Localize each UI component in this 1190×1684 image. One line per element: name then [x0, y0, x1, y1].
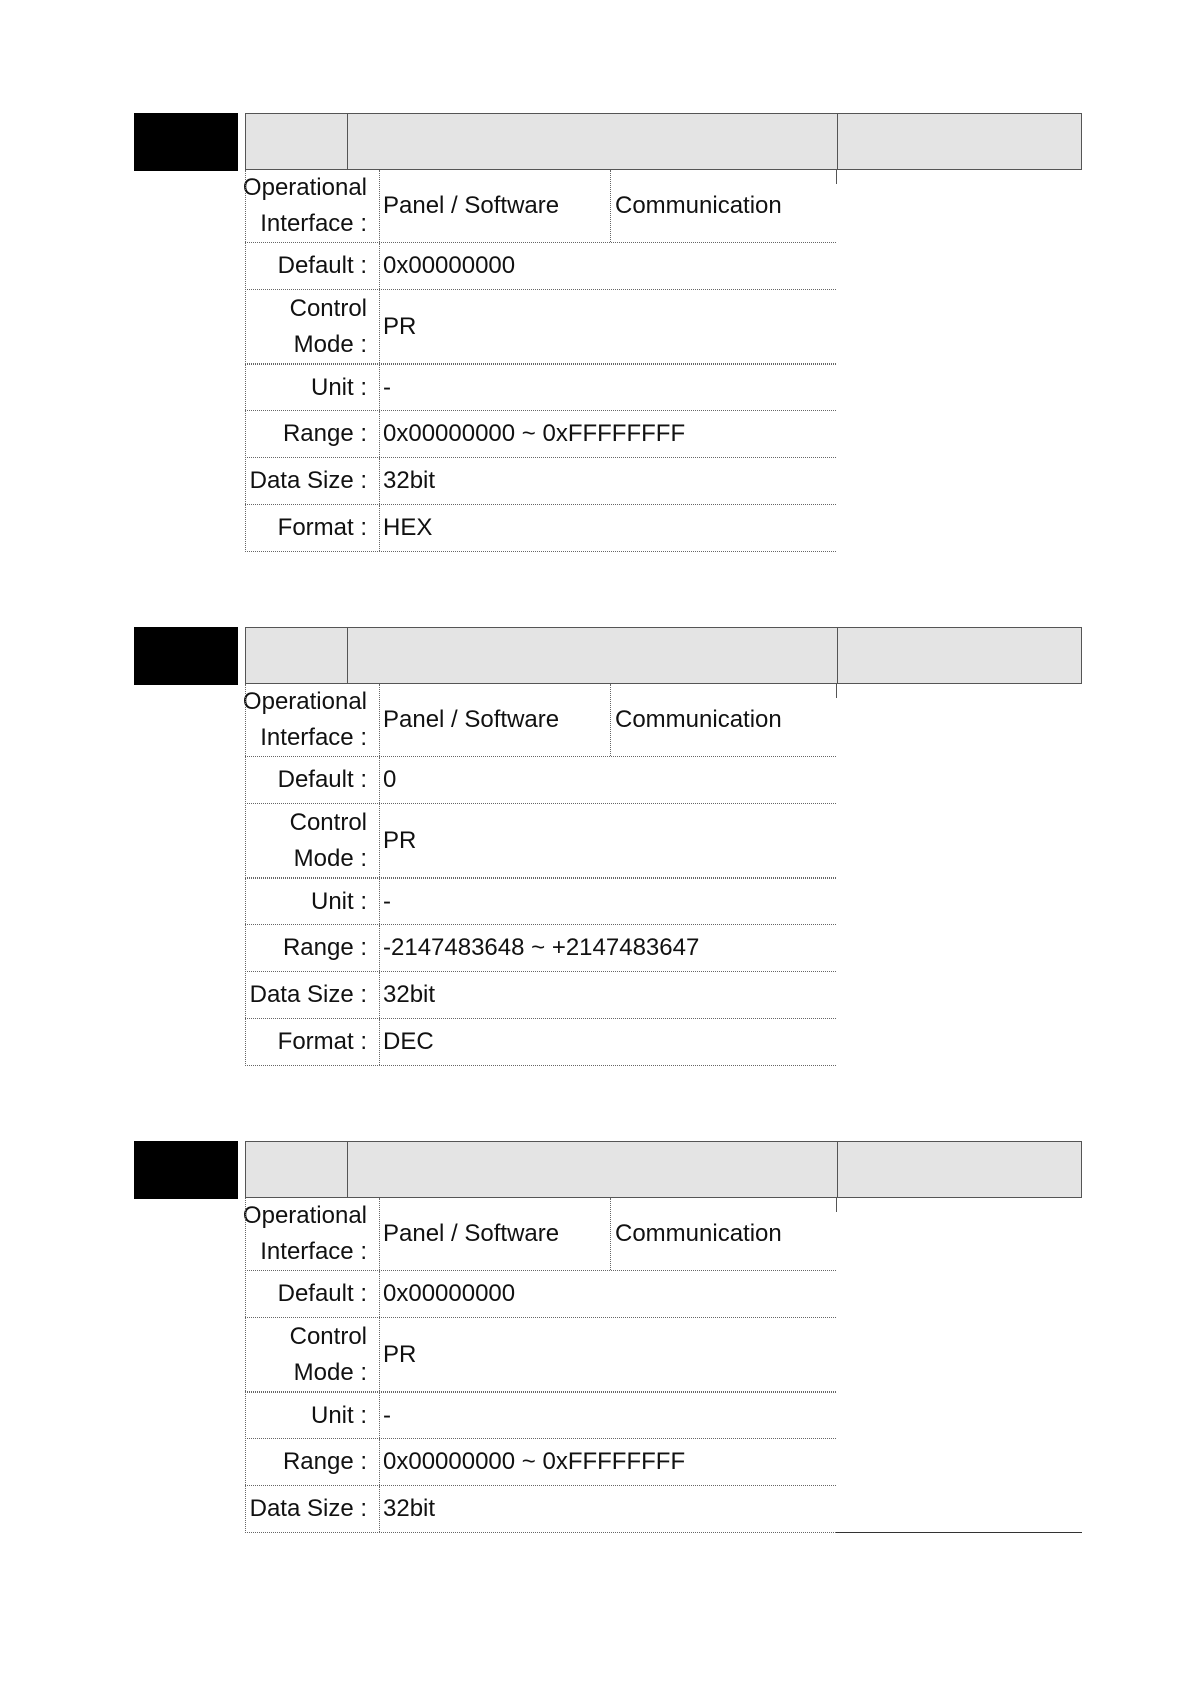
row-default — [245, 757, 836, 804]
label-line-2: Mode : — [293, 330, 367, 358]
parameter-header-bar — [245, 113, 1082, 170]
parameter-block-3 — [0, 1141, 1190, 1611]
label-line-1: Control — [289, 1322, 367, 1350]
row-unit — [245, 1392, 836, 1439]
parameter-header-bar — [245, 627, 1082, 684]
interface-communication: Communication — [610, 170, 782, 242]
default-label: Default : — [245, 1271, 380, 1317]
unit-value: - — [383, 887, 391, 915]
operational-interface-label — [242, 1198, 380, 1270]
interface-communication: Communication — [610, 1198, 782, 1270]
row-unit — [245, 364, 836, 411]
side-divider — [836, 684, 837, 698]
default-value: 0 — [383, 766, 397, 793]
row-unit — [245, 878, 836, 925]
row-range — [245, 1439, 836, 1486]
parameter-code-tab — [134, 113, 238, 171]
range-value: 0x00000000 ~ 0xFFFFFFFF — [383, 420, 686, 447]
label-line-2: Mode : — [293, 1358, 367, 1386]
left-border — [245, 684, 247, 1066]
parameter-block-1 — [0, 113, 1190, 583]
format-label: Format : — [245, 1019, 380, 1065]
default-label: Default : — [245, 243, 380, 289]
row-operational-interface — [242, 684, 836, 757]
parameter-header-bar — [245, 1141, 1082, 1198]
row-control-mode — [245, 1318, 836, 1392]
parameter-block-2 — [0, 627, 1190, 1097]
unit-label: Unit : — [245, 1393, 380, 1438]
row-range — [245, 411, 836, 458]
default-value: 0x00000000 — [383, 252, 516, 279]
default-label: Default : — [245, 757, 380, 803]
header-cell-name — [347, 628, 838, 683]
interface-communication: Communication — [610, 684, 782, 756]
label-line-2: Interface : — [260, 724, 367, 751]
range-label: Range : — [245, 925, 380, 971]
side-divider — [836, 1198, 837, 1212]
side-divider — [836, 170, 837, 184]
label-line-2: Interface : — [260, 210, 367, 237]
range-label: Range : — [245, 411, 380, 457]
data-size-value: 32bit — [383, 981, 436, 1008]
operational-interface-label — [242, 170, 380, 242]
data-size-value: 32bit — [383, 467, 436, 494]
label-line-1: Operational — [242, 174, 367, 201]
label-line-1: Control — [289, 294, 367, 322]
format-value: DEC — [383, 1028, 434, 1055]
header-cell-code — [246, 628, 348, 683]
row-format — [245, 1019, 836, 1066]
row-default — [245, 243, 836, 290]
control-mode-value: PR — [383, 312, 417, 340]
format-value: HEX — [383, 514, 433, 541]
header-cell-code — [246, 114, 348, 169]
left-border — [245, 170, 247, 552]
unit-label: Unit : — [245, 879, 380, 924]
label-line-2: Interface : — [260, 1238, 367, 1265]
format-label: Format : — [245, 505, 380, 551]
range-value: -2147483648 ~ +2147483647 — [383, 934, 700, 961]
label-line-1: Operational — [242, 1202, 367, 1229]
header-cell-name — [347, 114, 838, 169]
label-line-1: Operational — [242, 688, 367, 715]
range-value: 0x00000000 ~ 0xFFFFFFFF — [383, 1448, 686, 1475]
header-cell-code — [246, 1142, 348, 1197]
interface-panel-software: Panel / Software — [383, 192, 560, 219]
data-size-label: Data Size : — [245, 972, 380, 1018]
header-cell-name — [347, 1142, 838, 1197]
parameter-code-tab — [134, 627, 238, 685]
data-size-value: 32bit — [383, 1495, 436, 1522]
interface-panel-software: Panel / Software — [383, 1220, 560, 1247]
parameter-code-tab — [134, 1141, 238, 1199]
interface-panel-software: Panel / Software — [383, 706, 560, 733]
data-size-label: Data Size : — [245, 1486, 380, 1532]
label-line-1: Control — [289, 808, 367, 836]
row-control-mode — [245, 290, 836, 364]
data-size-label: Data Size : — [245, 458, 380, 504]
row-data-size — [245, 458, 836, 505]
unit-value: - — [383, 373, 391, 401]
control-mode-label — [245, 290, 380, 363]
unit-value: - — [383, 1401, 391, 1429]
control-mode-label — [245, 804, 380, 877]
control-mode-value: PR — [383, 1340, 417, 1368]
range-label: Range : — [245, 1439, 380, 1485]
row-control-mode — [245, 804, 836, 878]
row-operational-interface — [242, 170, 836, 243]
label-line-2: Mode : — [293, 844, 367, 872]
row-range — [245, 925, 836, 972]
control-mode-label — [245, 1318, 380, 1391]
row-data-size — [245, 1486, 836, 1533]
control-mode-value: PR — [383, 826, 417, 854]
row-operational-interface — [242, 1198, 836, 1271]
left-border — [245, 1198, 247, 1533]
row-data-size — [245, 972, 836, 1019]
operational-interface-label — [242, 684, 380, 756]
unit-label: Unit : — [245, 365, 380, 410]
bottom-rule — [836, 1532, 1082, 1533]
default-value: 0x00000000 — [383, 1280, 516, 1307]
row-default — [245, 1271, 836, 1318]
row-format — [245, 505, 836, 552]
